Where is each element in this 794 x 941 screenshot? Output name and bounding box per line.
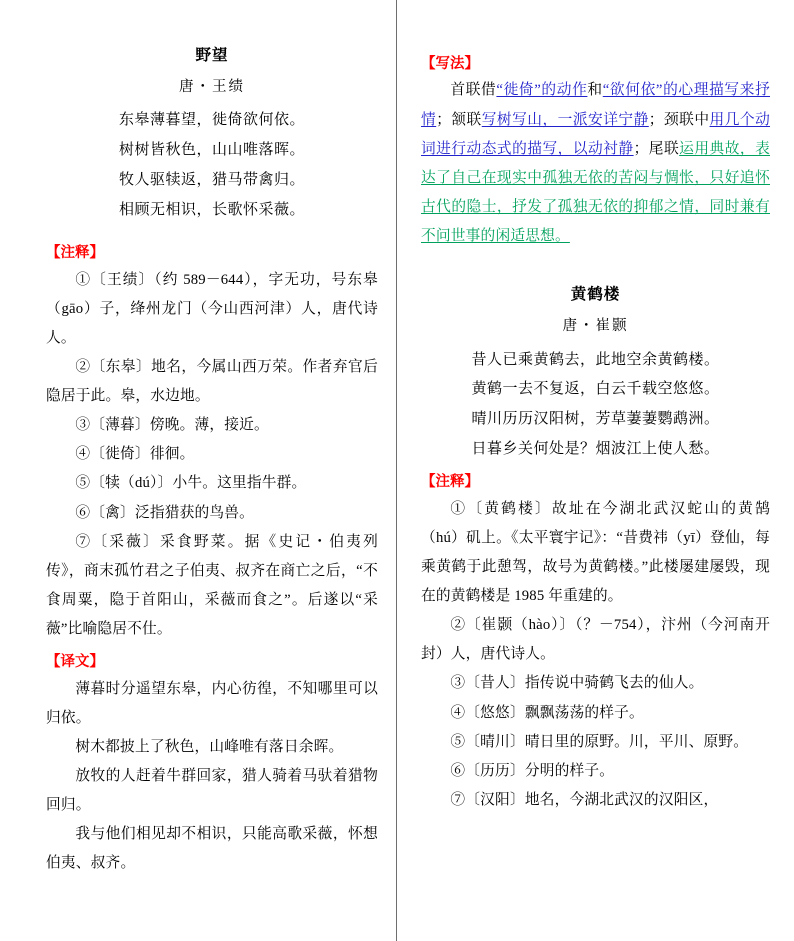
- note-item: ①〔黄鹤楼〕故址在今湖北武汉蛇山的黄鹄（hú）矶上。《太平寰宇记》：“昔费祎（yī）登仙，每乘黄鹤于此憩驾，故号为黄鹤楼。”此楼屡建屡毁，现在的黄鹤楼是 1985 年重建的。: [421, 500, 770, 605]
- translation-item: 我与他们相见却不相识，只能高歌采薇，怀想伯夷、叔齐。: [46, 826, 378, 872]
- notes-heading: 【注释】: [421, 474, 479, 491]
- left-column: [0, 0, 396, 941]
- poem-line: 东皋薄暮望，徙倚欲何依。: [118, 112, 305, 129]
- technique-paragraph: [421, 76, 770, 251]
- spacer: [46, 225, 378, 235]
- note-item: ⑤〔犊（dú）〕小牛。这里指牛群。: [75, 475, 307, 492]
- poem-line: 晴川历历汉阳树，芳草萋萋鹦鹉洲。: [471, 410, 720, 427]
- note-item: ⑦〔汉阳〕地名，今湖北武汉的汉阳区，: [450, 791, 719, 808]
- notes-heading: 【注释】: [46, 245, 104, 262]
- technique-segment-plain: ；颈联中: [648, 111, 710, 128]
- right-column: [396, 0, 794, 941]
- note-item: ④〔徙倚〕徘徊。: [75, 446, 195, 463]
- technique-segment-green: 运用典故，表达了自己在现实中孤独无依的苦闷与惆怅，只好追怀古代的隐士，抒发了孤独无依的抑郁之情，同时兼有不问世事的闲适思想。: [421, 140, 770, 245]
- note-item: ②〔东皋〕地名，今属山西万荣。作者弃官后隐居于此。皋，水边地。: [46, 358, 378, 405]
- note-item: ⑥〔禽〕泛指猎获的鸟兽。: [75, 504, 255, 521]
- poem-title: 野望: [195, 46, 229, 64]
- technique-segment-blue: “徙倚”的动作: [496, 82, 588, 99]
- note-item: ⑤〔晴川〕晴日里的原野。川，平川、原野。: [450, 733, 749, 750]
- poem-line: 昔人已乘黄鹤去，此地空余黄鹤楼。: [471, 351, 720, 368]
- technique-segment-blue: 用几个动词进行动态式的描写，以动衬静: [421, 111, 770, 157]
- poem-line: 黄鹤一去不复返，白云千载空悠悠。: [471, 381, 720, 398]
- poem-line: 相顾无相识，长歌怀采薇。: [118, 201, 305, 218]
- note-item: ②〔崔颢（hào）〕（？－754），汴州（今河南开封）人，唐代诗人。: [421, 617, 770, 663]
- poem-line: 牧人驱犊返，猎马带禽归。: [118, 171, 305, 188]
- poem-author: 唐・崔颢: [562, 317, 629, 334]
- poem-block-huanghelou: [421, 285, 770, 464]
- note-item: ③〔昔人〕指传说中骑鹤飞去的仙人。: [450, 675, 704, 692]
- technique-segment-blue: “欲何依”的心理描写来抒情: [421, 82, 770, 128]
- poem-author: 唐・王绩: [179, 78, 245, 95]
- note-item: ⑦〔采薇〕采食野菜。据《史记・伯夷列传》，商末孤竹君之子伯夷、叔齐在商亡之后，“不食周粟，隐于首阳山，采薇而食之”。后遂以“采薇”比喻隐居不仕。: [46, 533, 378, 637]
- technique-segment-plain: ；颔联: [436, 111, 482, 128]
- poem-block-yewang: [46, 46, 378, 225]
- translation-heading: 【译文】: [46, 654, 104, 671]
- spacer: [421, 251, 770, 285]
- technique-segment-plain: 和: [587, 82, 603, 99]
- technique-segment-blue: 写树写山，一派安详宁静: [481, 111, 649, 128]
- translation-item: 放牧的人赶着牛群回家，猎人骑着马驮着猎物回归。: [46, 767, 378, 813]
- poem-title: 黄鹤楼: [570, 285, 621, 304]
- note-item: ①〔王绩〕（约 589－644），字无功，号东皋（gāo）子，绛州龙门（今山西河津）人，唐代诗人。: [46, 271, 378, 346]
- translation-item: 树木都披上了秋色，山峰唯有落日余晖。: [75, 738, 344, 755]
- technique-segment-plain: 首联借: [450, 82, 497, 99]
- poem-line: 树树皆秋色，山山唯落晖。: [118, 142, 305, 159]
- note-item: ③〔薄暮〕傍晚。薄，接近。: [75, 417, 269, 434]
- translation-item: 薄暮时分遥望东皋，内心彷徨，不知哪里可以归依。: [46, 680, 378, 726]
- note-item: ⑥〔历历〕分明的样子。: [450, 762, 615, 779]
- note-item: ④〔悠悠〕飘飘荡荡的样子。: [450, 704, 644, 721]
- technique-segment-plain: ；尾联: [633, 140, 680, 157]
- technique-heading: 【写法】: [421, 56, 479, 72]
- poem-line: 日暮乡关何处是？烟波江上使人愁。: [471, 440, 720, 457]
